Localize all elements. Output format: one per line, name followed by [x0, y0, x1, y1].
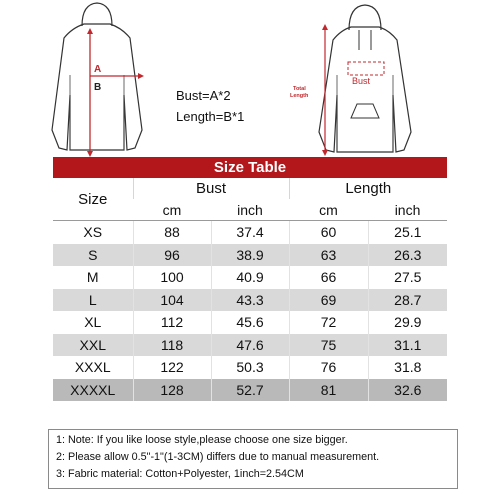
size-cell: XXXXL	[53, 379, 133, 402]
bust-inch-cell: 37.4	[211, 221, 289, 244]
size-column-header: Size	[53, 178, 133, 221]
length-cm-cell: 75	[289, 334, 368, 357]
table-row	[53, 221, 447, 244]
size-cell: L	[53, 289, 133, 312]
note-line-3: 3: Fabric material: Cotton+Polyester, 1inch=2.54CM	[56, 467, 304, 480]
length-inch-cell: 28.7	[368, 289, 447, 312]
bust-cm-cell: 100	[133, 266, 211, 289]
bust-column-header: Bust	[133, 178, 289, 199]
bust-inch-cell: 40.9	[211, 266, 289, 289]
table-row	[53, 266, 447, 289]
table-row	[53, 379, 447, 402]
table-row	[53, 356, 447, 379]
length-cm-cell: 81	[289, 379, 368, 402]
bust-cm-cell: 122	[133, 356, 211, 379]
length-inch-cell: 29.9	[368, 311, 447, 334]
sub-header-length-cm: cm	[289, 199, 368, 221]
bust-cm-cell: 112	[133, 311, 211, 334]
length-inch-cell: 26.3	[368, 244, 447, 267]
table-row	[53, 244, 447, 267]
sub-header-bust-cm: cm	[133, 199, 211, 221]
size-cell: XS	[83, 224, 103, 241]
table-row	[53, 334, 447, 357]
size-cell: XL	[84, 314, 102, 331]
length-cm-cell: 60	[289, 221, 368, 244]
notes-box	[48, 429, 458, 489]
size-cell: M	[86, 269, 99, 286]
length-inch-cell: 31.8	[368, 356, 447, 379]
size-table	[53, 157, 447, 401]
total-length-label-1: Total	[293, 86, 306, 92]
bust-inch-cell: 52.7	[211, 379, 289, 402]
bust-inch-cell: 45.6	[211, 311, 289, 334]
length-column-header: Length	[345, 180, 392, 197]
bust-inch-cell: 50.3	[211, 356, 289, 379]
bust-formula: Bust=A*2	[176, 88, 231, 103]
length-cm-cell: 72	[289, 311, 368, 334]
size-cell: XXXL	[74, 359, 111, 376]
bust-cm-cell: 128	[133, 379, 211, 402]
sub-header-length-inch: inch	[368, 199, 447, 221]
bust-cm-cell: 96	[133, 244, 211, 267]
length-inch-cell: 31.1	[368, 334, 447, 357]
bust-inch-cell: 38.9	[211, 244, 289, 267]
hoodie-back-measure-diagram	[42, 0, 152, 160]
length-cm-cell: 69	[289, 289, 368, 312]
bust-inch-cell: 47.6	[211, 334, 289, 357]
note-line-2: 2: Please allow 0.5"-1"(1-3CM) differs due to manual measurement.	[56, 450, 380, 463]
table-title: Size Table	[53, 157, 447, 178]
bust-cm-cell: 88	[133, 221, 211, 244]
measure-a-label: A	[94, 64, 102, 75]
length-formula: Length=B*1	[176, 109, 245, 124]
length-inch-cell: 25.1	[368, 221, 447, 244]
length-inch-cell: 27.5	[368, 266, 447, 289]
bust-cm-cell: 118	[133, 334, 211, 357]
note-line-1: 1: Note: If you like loose style,please choose one size bigger.	[56, 434, 348, 446]
total-length-label-2: Length	[290, 93, 309, 99]
table-row	[53, 311, 447, 334]
bust-inch-cell: 43.3	[211, 289, 289, 312]
bust-label: Bust	[352, 76, 371, 86]
size-cell: S	[53, 244, 133, 267]
bust-cm-cell: 104	[133, 289, 211, 312]
length-cm-cell: 66	[289, 266, 368, 289]
hoodie-front-measure-diagram	[285, 0, 445, 160]
size-cell: XXL	[53, 334, 133, 357]
length-inch-cell: 32.6	[368, 379, 447, 402]
table-row	[53, 289, 447, 312]
sub-header-bust-inch: inch	[211, 199, 289, 221]
measure-b-label: B	[94, 82, 102, 93]
length-cm-cell: 76	[289, 356, 368, 379]
length-cm-cell: 63	[289, 244, 368, 267]
